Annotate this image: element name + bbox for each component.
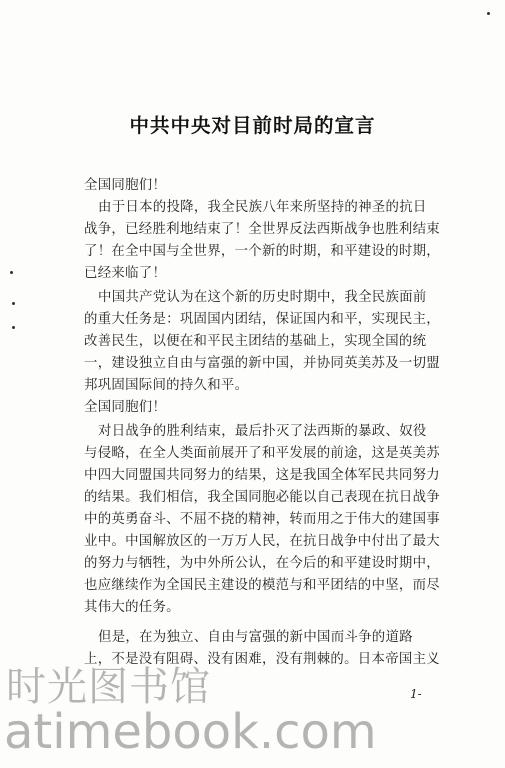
salutation-2: 全国同胞们！	[84, 400, 167, 415]
text-line-11: 对日战争的胜利结束，最后扑灭了法西斯的暴政、奴役	[98, 424, 427, 439]
text-line-8: 一，建设独立自由与富强的新中国，并协同英美苏及一切盟	[84, 356, 440, 371]
text-line-5: 中国共产党认为在这个新的历史时期中，我全民族面前	[98, 290, 427, 305]
salutation-1: 全国同胞们！	[84, 178, 167, 193]
page-number: 1-	[410, 687, 422, 701]
text-line-2: 战争，已经胜利地结束了！全世界反法西斯战争也胜利结束	[84, 222, 440, 237]
text-line-9: 邦巩固国际间的持久和平。	[84, 378, 249, 393]
document-title: 中共中央对目前时局的宣言	[129, 114, 376, 137]
text-line-19: 其伟大的任务。	[84, 600, 180, 615]
scan-speck	[487, 12, 490, 15]
watermark-url: atimebook.com	[4, 704, 377, 760]
text-line-20: 但是，在为独立、自由与富强的新中国而斗争的道路	[98, 630, 413, 645]
text-line-17: 的努力与牺牲，为中外所公认，在今后的和平建设时期中，	[84, 556, 440, 571]
watermark-chinese: 时光图书馆	[6, 664, 211, 710]
text-line-6: 的重大任务是：巩固国内团结，保证国内和平，实现民主，	[84, 312, 440, 327]
text-line-21: 上，不是没有阻碍、没有困难，没有荆棘的。日本帝国主义	[84, 652, 440, 667]
text-line-12: 与侵略，在全人类面前展开了和平发展的前途，这是英美苏	[84, 446, 440, 461]
text-line-16: 业中。中国解放区的一万万人民，在抗日战争中付出了最大	[84, 534, 440, 549]
scan-speck	[10, 271, 13, 274]
text-line-14: 的结果。我们相信，我全国同胞必能以自己表现在抗日战争	[84, 490, 440, 505]
scan-speck	[12, 326, 15, 329]
text-line-3: 了！在全中国与全世界，一个新的时期，和平建设的时期，	[84, 244, 440, 259]
text-line-7: 改善民生，以便在和平民主团结的基础上，实现全国的统	[84, 334, 427, 349]
text-line-18: 也应继续作为全国民主建设的模范与和平团结的中坚，而尽	[84, 578, 440, 593]
scan-speck	[12, 302, 15, 305]
text-line-4: 已经来临了！	[84, 266, 167, 281]
text-line-1: 由于日本的投降，我全民族八年来所坚持的神圣的抗日	[98, 200, 427, 215]
text-line-15: 中的英勇奋斗、不屈不挠的精神，转而用之于伟大的建国事	[84, 512, 440, 527]
text-line-13: 中四大同盟国共同努力的结果，这是我国全体军民共同努力	[84, 468, 440, 483]
